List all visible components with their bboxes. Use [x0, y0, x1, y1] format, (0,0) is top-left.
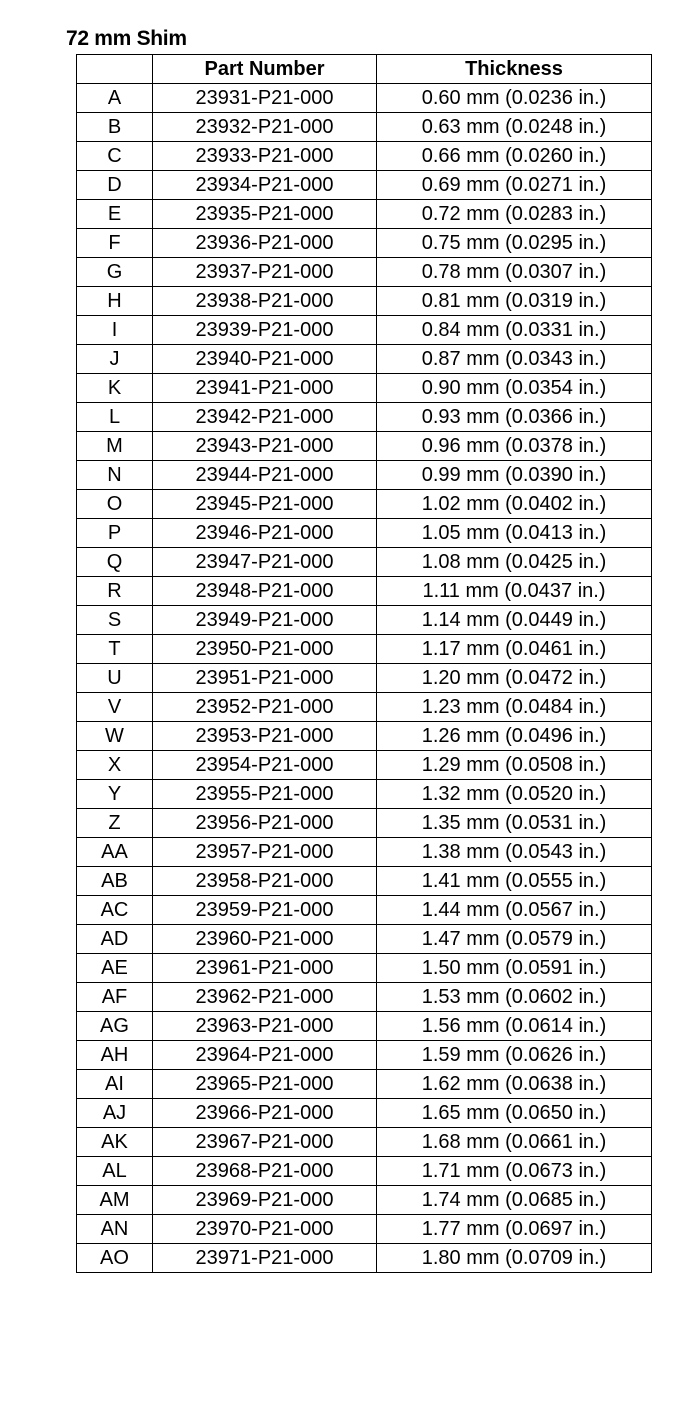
header-part-number: Part Number [153, 55, 377, 84]
cell-thickness: 1.23 mm (0.0484 in.) [377, 693, 652, 722]
cell-thickness: 1.38 mm (0.0543 in.) [377, 838, 652, 867]
table-row [77, 84, 652, 113]
table-row [77, 1041, 652, 1070]
table-row [77, 896, 652, 925]
cell-part-number: 23949-P21-000 [153, 606, 377, 635]
cell-part-number: 23969-P21-000 [153, 1186, 377, 1215]
cell-part-number: 23966-P21-000 [153, 1099, 377, 1128]
cell-thickness: 1.14 mm (0.0449 in.) [377, 606, 652, 635]
cell-thickness: 0.96 mm (0.0378 in.) [377, 432, 652, 461]
table-body [77, 84, 652, 1273]
cell-part-number: 23938-P21-000 [153, 287, 377, 316]
table-row [77, 490, 652, 519]
table-row [77, 548, 652, 577]
table-row [77, 374, 652, 403]
cell-part-number: 23939-P21-000 [153, 316, 377, 345]
cell-thickness: 0.75 mm (0.0295 in.) [377, 229, 652, 258]
table-row [77, 461, 652, 490]
cell-thickness: 1.80 mm (0.0709 in.) [377, 1244, 652, 1273]
cell-part-number: 23942-P21-000 [153, 403, 377, 432]
cell-letter: Y [77, 780, 153, 809]
cell-thickness: 0.63 mm (0.0248 in.) [377, 113, 652, 142]
table-row [77, 1186, 652, 1215]
cell-thickness: 0.78 mm (0.0307 in.) [377, 258, 652, 287]
cell-letter: T [77, 635, 153, 664]
cell-letter: M [77, 432, 153, 461]
cell-thickness: 1.08 mm (0.0425 in.) [377, 548, 652, 577]
cell-part-number: 23963-P21-000 [153, 1012, 377, 1041]
cell-letter: AB [77, 867, 153, 896]
cell-letter: L [77, 403, 153, 432]
table-row [77, 432, 652, 461]
table-row [77, 1244, 652, 1273]
cell-thickness: 0.90 mm (0.0354 in.) [377, 374, 652, 403]
cell-part-number: 23952-P21-000 [153, 693, 377, 722]
table-row [77, 345, 652, 374]
table-row [77, 200, 652, 229]
table-row [77, 577, 652, 606]
cell-thickness: 0.93 mm (0.0366 in.) [377, 403, 652, 432]
table-row [77, 229, 652, 258]
table-row [77, 925, 652, 954]
cell-part-number: 23937-P21-000 [153, 258, 377, 287]
cell-letter: K [77, 374, 153, 403]
cell-thickness: 1.02 mm (0.0402 in.) [377, 490, 652, 519]
cell-part-number: 23941-P21-000 [153, 374, 377, 403]
header-row [77, 55, 652, 84]
table-row [77, 113, 652, 142]
cell-part-number: 23947-P21-000 [153, 548, 377, 577]
cell-letter: AO [77, 1244, 153, 1273]
cell-thickness: 1.50 mm (0.0591 in.) [377, 954, 652, 983]
table-row [77, 751, 652, 780]
cell-letter: A [77, 84, 153, 113]
cell-part-number: 23956-P21-000 [153, 809, 377, 838]
cell-part-number: 23931-P21-000 [153, 84, 377, 113]
cell-part-number: 23971-P21-000 [153, 1244, 377, 1273]
cell-part-number: 23948-P21-000 [153, 577, 377, 606]
table-row [77, 664, 652, 693]
cell-thickness: 0.81 mm (0.0319 in.) [377, 287, 652, 316]
cell-part-number: 23970-P21-000 [153, 1215, 377, 1244]
cell-letter: Z [77, 809, 153, 838]
cell-thickness: 1.44 mm (0.0567 in.) [377, 896, 652, 925]
table-row [77, 635, 652, 664]
cell-thickness: 1.11 mm (0.0437 in.) [377, 577, 652, 606]
cell-part-number: 23960-P21-000 [153, 925, 377, 954]
cell-thickness: 0.84 mm (0.0331 in.) [377, 316, 652, 345]
cell-part-number: 23953-P21-000 [153, 722, 377, 751]
cell-part-number: 23955-P21-000 [153, 780, 377, 809]
cell-thickness: 0.72 mm (0.0283 in.) [377, 200, 652, 229]
cell-thickness: 0.66 mm (0.0260 in.) [377, 142, 652, 171]
cell-letter: AI [77, 1070, 153, 1099]
cell-part-number: 23950-P21-000 [153, 635, 377, 664]
table-row [77, 867, 652, 896]
table-row [77, 722, 652, 751]
cell-letter: H [77, 287, 153, 316]
cell-letter: E [77, 200, 153, 229]
cell-thickness: 1.05 mm (0.0413 in.) [377, 519, 652, 548]
cell-thickness: 1.17 mm (0.0461 in.) [377, 635, 652, 664]
cell-letter: AC [77, 896, 153, 925]
table-row [77, 287, 652, 316]
cell-part-number: 23961-P21-000 [153, 954, 377, 983]
cell-letter: AM [77, 1186, 153, 1215]
page-title: 72 mm Shim [66, 27, 187, 50]
cell-letter: AK [77, 1128, 153, 1157]
cell-part-number: 23935-P21-000 [153, 200, 377, 229]
table-row [77, 1215, 652, 1244]
table-row [77, 316, 652, 345]
table-row [77, 809, 652, 838]
cell-letter: N [77, 461, 153, 490]
header-thickness: Thickness [377, 55, 652, 84]
cell-part-number: 23943-P21-000 [153, 432, 377, 461]
cell-thickness: 1.62 mm (0.0638 in.) [377, 1070, 652, 1099]
cell-thickness: 1.26 mm (0.0496 in.) [377, 722, 652, 751]
cell-letter: AF [77, 983, 153, 1012]
cell-thickness: 1.41 mm (0.0555 in.) [377, 867, 652, 896]
cell-part-number: 23940-P21-000 [153, 345, 377, 374]
table-row [77, 983, 652, 1012]
cell-letter: B [77, 113, 153, 142]
table-row [77, 519, 652, 548]
table-row [77, 606, 652, 635]
cell-thickness: 1.74 mm (0.0685 in.) [377, 1186, 652, 1215]
cell-thickness: 1.29 mm (0.0508 in.) [377, 751, 652, 780]
shim-table [76, 54, 652, 1273]
cell-part-number: 23954-P21-000 [153, 751, 377, 780]
cell-part-number: 23965-P21-000 [153, 1070, 377, 1099]
cell-letter: V [77, 693, 153, 722]
cell-part-number: 23967-P21-000 [153, 1128, 377, 1157]
table-row [77, 780, 652, 809]
cell-thickness: 1.53 mm (0.0602 in.) [377, 983, 652, 1012]
cell-thickness: 1.65 mm (0.0650 in.) [377, 1099, 652, 1128]
cell-letter: D [77, 171, 153, 200]
cell-letter: O [77, 490, 153, 519]
table-header [77, 55, 652, 84]
cell-part-number: 23933-P21-000 [153, 142, 377, 171]
cell-thickness: 0.60 mm (0.0236 in.) [377, 84, 652, 113]
cell-letter: AE [77, 954, 153, 983]
cell-thickness: 1.32 mm (0.0520 in.) [377, 780, 652, 809]
cell-thickness: 1.47 mm (0.0579 in.) [377, 925, 652, 954]
table-row [77, 142, 652, 171]
cell-letter: U [77, 664, 153, 693]
cell-letter: X [77, 751, 153, 780]
cell-letter: J [77, 345, 153, 374]
cell-part-number: 23968-P21-000 [153, 1157, 377, 1186]
cell-letter: P [77, 519, 153, 548]
table-row [77, 1157, 652, 1186]
table-row [77, 1070, 652, 1099]
cell-thickness: 1.20 mm (0.0472 in.) [377, 664, 652, 693]
cell-part-number: 23945-P21-000 [153, 490, 377, 519]
table-row [77, 171, 652, 200]
cell-thickness: 0.69 mm (0.0271 in.) [377, 171, 652, 200]
header-letter [77, 55, 153, 84]
cell-part-number: 23964-P21-000 [153, 1041, 377, 1070]
cell-part-number: 23962-P21-000 [153, 983, 377, 1012]
cell-thickness: 0.87 mm (0.0343 in.) [377, 345, 652, 374]
cell-letter: Q [77, 548, 153, 577]
cell-part-number: 23932-P21-000 [153, 113, 377, 142]
table-row [77, 258, 652, 287]
table-row [77, 954, 652, 983]
cell-letter: S [77, 606, 153, 635]
cell-thickness: 1.56 mm (0.0614 in.) [377, 1012, 652, 1041]
cell-thickness: 1.35 mm (0.0531 in.) [377, 809, 652, 838]
cell-letter: AD [77, 925, 153, 954]
table-row [77, 693, 652, 722]
cell-letter: R [77, 577, 153, 606]
cell-letter: AL [77, 1157, 153, 1186]
cell-part-number: 23957-P21-000 [153, 838, 377, 867]
cell-letter: I [77, 316, 153, 345]
cell-letter: AG [77, 1012, 153, 1041]
table-row [77, 403, 652, 432]
cell-letter: AH [77, 1041, 153, 1070]
cell-letter: AN [77, 1215, 153, 1244]
cell-letter: AJ [77, 1099, 153, 1128]
cell-part-number: 23934-P21-000 [153, 171, 377, 200]
cell-thickness: 1.71 mm (0.0673 in.) [377, 1157, 652, 1186]
cell-letter: AA [77, 838, 153, 867]
cell-thickness: 1.59 mm (0.0626 in.) [377, 1041, 652, 1070]
table-row [77, 1012, 652, 1041]
cell-part-number: 23951-P21-000 [153, 664, 377, 693]
cell-letter: F [77, 229, 153, 258]
cell-thickness: 0.99 mm (0.0390 in.) [377, 461, 652, 490]
table-row [77, 838, 652, 867]
cell-part-number: 23944-P21-000 [153, 461, 377, 490]
cell-letter: G [77, 258, 153, 287]
cell-letter: C [77, 142, 153, 171]
cell-letter: W [77, 722, 153, 751]
cell-part-number: 23959-P21-000 [153, 896, 377, 925]
cell-thickness: 1.77 mm (0.0697 in.) [377, 1215, 652, 1244]
table-row [77, 1128, 652, 1157]
table-row [77, 1099, 652, 1128]
cell-thickness: 1.68 mm (0.0661 in.) [377, 1128, 652, 1157]
cell-part-number: 23958-P21-000 [153, 867, 377, 896]
cell-part-number: 23946-P21-000 [153, 519, 377, 548]
cell-part-number: 23936-P21-000 [153, 229, 377, 258]
